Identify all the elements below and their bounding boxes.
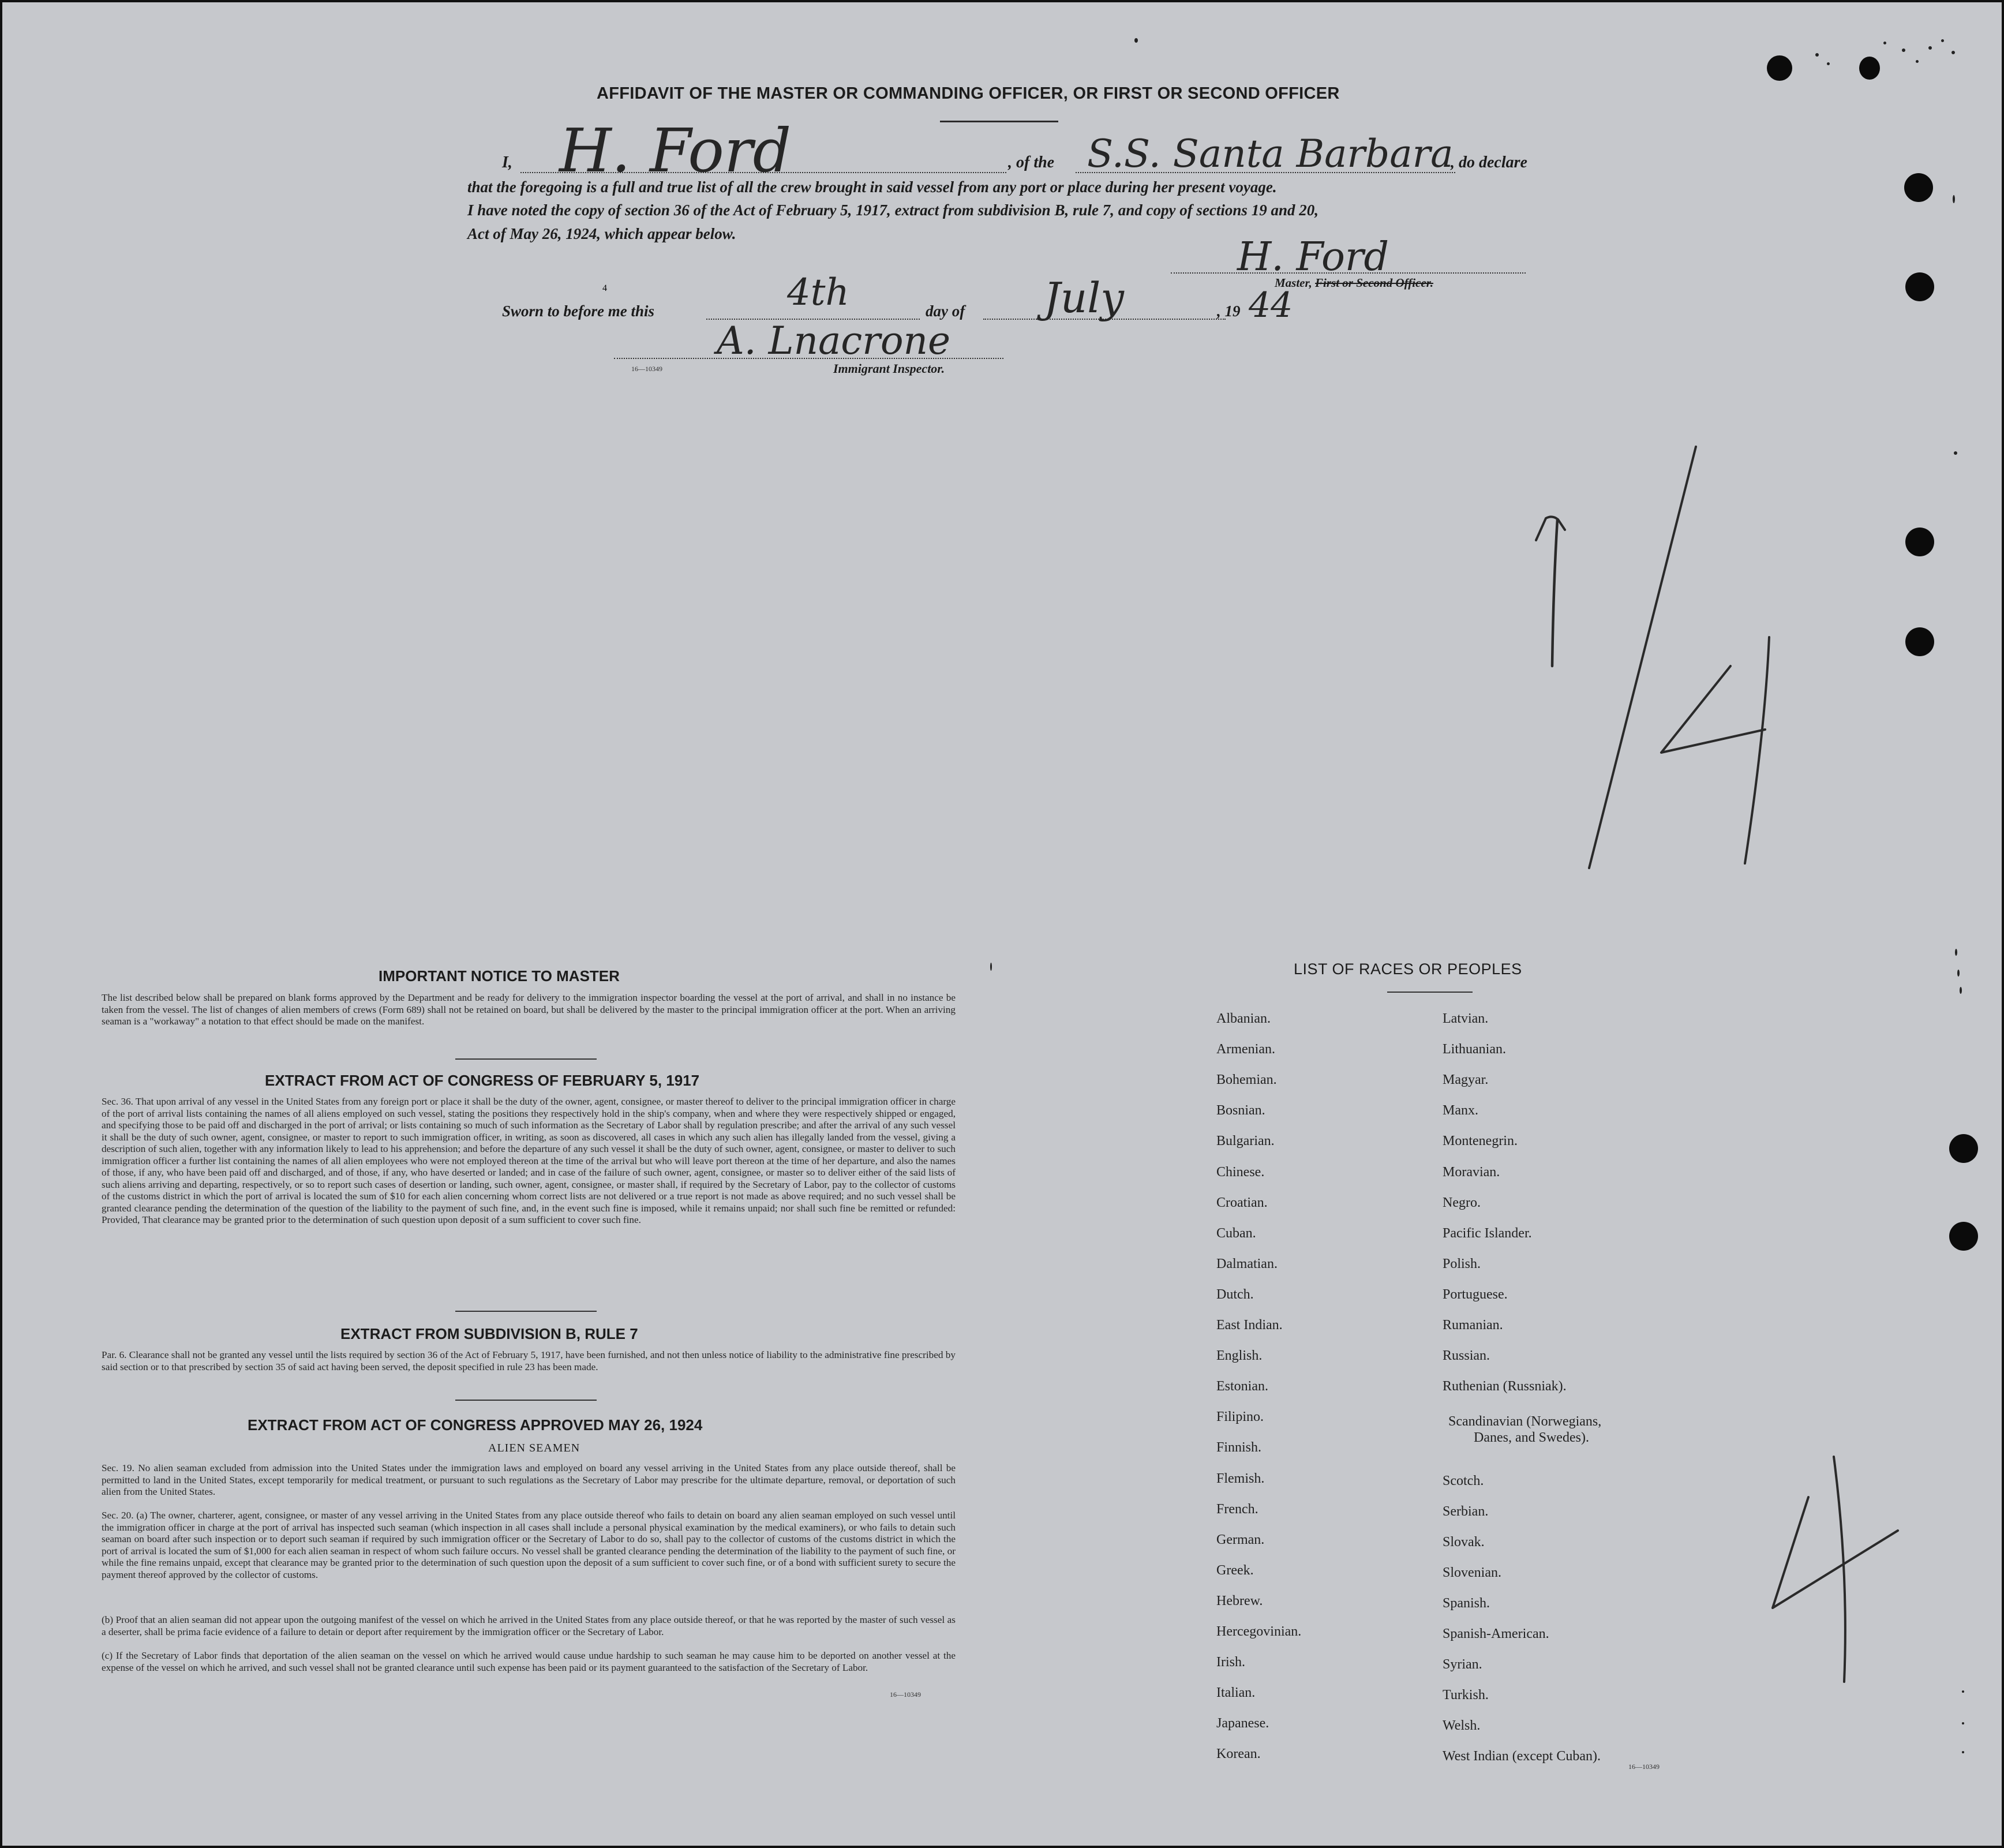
year-prefix-label: , 19 [1217, 302, 1241, 320]
month-field[interactable]: July [1044, 274, 1124, 322]
day-of-label: day of [926, 302, 965, 320]
extract3-subtitle: ALIEN SEAMEN [488, 1442, 580, 1454]
notice-title: IMPORTANT NOTICE TO MASTER [379, 967, 620, 985]
race-right-item: Ruthenian (Russniak). [1443, 1379, 1567, 1394]
speck [1941, 39, 1944, 42]
race-right-item: Portuguese. [1443, 1287, 1508, 1302]
notice-form-number: 16—10349 [890, 1690, 921, 1699]
binder-hole [1904, 173, 1933, 202]
race-right-item: Syrian. [1443, 1657, 1482, 1672]
sworn-label: Sworn to before me this [502, 302, 655, 320]
race-left-item: Finnish. [1216, 1440, 1262, 1455]
declare-label: , do declare [1451, 154, 1527, 171]
extract1-title: EXTRACT FROM ACT OF CONGRESS OF FEBRUARY 5, 1917 [265, 1072, 700, 1089]
notice-divider [455, 1058, 597, 1060]
vessel-name-field[interactable]: S.S. Santa Barbara [1087, 132, 1454, 176]
speck [1883, 42, 1886, 44]
races-divider [1387, 992, 1473, 993]
binder-hole [1767, 55, 1792, 81]
sec20b-text: (b) Proof that an alien seaman did not appear upon the outgoing manifest of the vessel on which he arrived in the United States from any place outside thereof, or that he was reported by the master of such vessel as a deserter, shall be prima facie evidence of a failure to detain or deport after requirement by the immigration officer or the Secretary of Labor. [102, 1614, 956, 1637]
speck [1134, 38, 1138, 43]
races-title: LIST OF RACES OR PEOPLES [1294, 960, 1522, 978]
extract1-divider [455, 1311, 597, 1312]
binder-hole [1859, 57, 1880, 80]
race-right-item: Welsh. [1443, 1718, 1481, 1733]
race-left-item: Cuban. [1216, 1226, 1256, 1241]
race-right-item: Rumanian. [1443, 1318, 1503, 1333]
notice-text: The list described below shall be prepared on blank forms approved by the Department and be ready for delivery to the immigration inspector boarding the vessel at the port of arrival, and shall in no instance be taken from the vessel. The list of changes of alien members of crews (Form 689) shall not be retained on board, but shall be delivered by the master to the principal immigration officer at the port. When an arriving seaman is a "workaway" a notation to that effect should be made on the manifest. [102, 992, 956, 1027]
speck [1815, 53, 1819, 57]
speck [1962, 1751, 1964, 1753]
manifest-page [2, 2, 2002, 1846]
speck [1902, 48, 1905, 52]
race-left-item: Flemish. [1216, 1471, 1265, 1486]
master-officer-caption [1275, 276, 1433, 290]
race-right-item: West Indian (except Cuban). [1443, 1749, 1601, 1764]
extract1-text: Sec. 36. That upon arrival of any vessel in the United States from any foreign port or place it shall be the duty of the owner, agent, consignee, or master thereof to deliver to the principal immigration officer in charge of the port of arrival lists containing the names of all aliens employed on such vessel, stating the positions they respectively hold in the ship's company, when and where they were respectively shipped or engaged, and specifying those to be paid off and discharged in the port of arrival; or lists containing so much of such information as the Secretary of Labor shall by regulation prescribe; and after the arrival of any such vessel it shall be the duty of such owner, agent, consignee, or master to report to such immigration officer, in writing, as soon as discovered, all cases in which any such alien has illegally landed from the vessel, giving a description of such alien, together with any information likely to lead to his apprehension; and before the departure of any such vessel it shall be the duty of such owner, agent, consignee, or master to deliver to such immigration officer a further list containing the names of all alien employees who were not employed thereon at the time of the arrival but who will leave port thereon at the time of her departure, and also the names of those, if any, who have been paid off and discharged, and of those, if any, who have deserted or landed; and in case of the failure of such owner, agent, consignee, or master so to deliver either of the said lists of such aliens arriving and departing, respectively, or so to report such cases of desertion or landing, such owner, agent, consignee, or master shall, if required by the Secretary of Labor, pay to the collector of customs of the customs district in which the port of arrival is located the sum of $10 for each alien concerning whom correct lists are not delivered or a true report is not made as above required; and no such vessel shall be granted clearance pending the determination of the question of the liability to the payment of such fine, and, in the event such fine is imposed, while it remains unpaid; nor shall such fine be remitted or refunded: Provided, That clearance may be granted prior to the determination of such question upon deposit of a sum sufficient to cover such fine. [102, 1096, 956, 1225]
race-right-item: Slovak. [1443, 1535, 1485, 1550]
race-right-item: Polish. [1443, 1256, 1481, 1271]
race-right-item: Spanish. [1443, 1596, 1490, 1611]
race-right-item: Slovenian. [1443, 1565, 1501, 1580]
race-left-item: French. [1216, 1502, 1258, 1517]
race-left-item: Bosnian. [1216, 1103, 1265, 1118]
name-field[interactable]: H. Ford [559, 115, 792, 186]
race-left-item: Armenian. [1216, 1042, 1275, 1057]
extract2-title: EXTRACT FROM SUBDIVISION B, RULE 7 [340, 1325, 638, 1342]
speck [1951, 51, 1955, 54]
race-left-item: Dutch. [1216, 1287, 1254, 1302]
race-left-item: Filipino. [1216, 1409, 1264, 1424]
inspector-signature[interactable]: A. Lnacrone [717, 319, 951, 363]
signature-stroke [940, 121, 1058, 122]
binder-hole [1905, 528, 1934, 556]
affidavit-line-3: I have noted the copy of section 36 of the Act of February 5, 1917, extract from subdivision B, rule 7, and copy of sections 19 and 20, [467, 201, 1318, 219]
race-right-item: Montenegrin. [1443, 1134, 1518, 1149]
extract2-divider [455, 1400, 597, 1401]
race-right-item: Moravian. [1443, 1165, 1500, 1180]
race-left-item: Bohemian. [1216, 1072, 1277, 1087]
binder-hole [1905, 627, 1934, 656]
race-left-item: Italian. [1216, 1685, 1256, 1700]
master-signature[interactable]: H. Ford [1237, 234, 1389, 280]
race-left-item: German. [1216, 1532, 1265, 1547]
race-left-item: Estonian. [1216, 1379, 1268, 1394]
extract2-text: Par. 6. Clearance shall not be granted any vessel until the lists required by section 36 of the Act of February 5, 1917, have been furnished, and not then unless notice of liability to the administrative fine prescribed by said section or to that prescribed by section 35 of said act having been served, the deposit specified in rule 23 has been made. [102, 1349, 956, 1372]
affidavit-line-2: that the foregoing is a full and true list of all the crew brought in said vessel from any port or place during her present voyage. [467, 178, 1277, 196]
small-mark-value: 4 [602, 283, 607, 293]
speck [1827, 62, 1830, 65]
sec20a-text: Sec. 20. (a) The owner, charterer, agent, consignee, or master of any vessel arriving in the United States from any place outside thereof who fails to detain on board any alien seaman employed on such vessel until the immigration officer in charge at the port of arrival has inspected such seaman (which inspection in all cases shall include a personal physical examination by the medical examiners), or who fails to detain such seaman on board after such inspection or to deport such seaman if required by such immigration officer or the Secretary of Labor to do so, shall pay to the collector of customs of the customs district in which the port of arrival is located the sum of $1,000 for each alien seaman in respect of whom such failure occurs. No vessel shall be granted clearance pending the determination of the liability to the payment of such fine, or while the fine remains unpaid, except that clearance may be granted prior to the determination of such question upon the deposit of a sum sufficient to cover such fine, or of a bond with sufficient surety to secure the payment thereof approved by the collector of customs. [102, 1510, 956, 1580]
speck [990, 963, 992, 971]
speck [1954, 451, 1957, 455]
speck [1962, 1690, 1964, 1693]
affidavit-line-4: Act of May 26, 1924, which appear below. [467, 225, 736, 242]
i-label: I, [502, 154, 512, 171]
struck-officer-label: First or Second Officer. [1315, 276, 1433, 290]
race-left-item: Croatian. [1216, 1195, 1268, 1210]
race-right-item: Manx. [1443, 1103, 1478, 1118]
race-left-item: Irish. [1216, 1655, 1245, 1670]
race-left-item: Albanian. [1216, 1011, 1271, 1026]
race-right-item: Scotch. [1443, 1473, 1484, 1488]
race-right-item: Serbian. [1443, 1504, 1489, 1519]
sec19-text: Sec. 19. No alien seaman excluded from admission into the United States under the immigration laws and employed on board any vessel arriving in the United States from any place outside thereof, shall be permitted to land in the United States, except temporarily for medical treatment, or pursuant to such regulations as the Secretary of Labor may prescribe for the ultimate departure, removal, or deportation of such alien from the United States. [102, 1462, 956, 1497]
binder-hole [1949, 1134, 1978, 1163]
race-right-item: Negro. [1443, 1195, 1481, 1210]
day-field[interactable]: 4th [787, 271, 849, 314]
speck [1953, 195, 1955, 203]
year-field[interactable]: 44 [1249, 285, 1293, 326]
race-right-item: Magyar. [1443, 1072, 1489, 1087]
speck [1957, 970, 1960, 977]
race-right-item: Lithuanian. [1443, 1042, 1506, 1057]
affidavit-form-number: 16—10349 [631, 365, 662, 373]
race-left-item: Greek. [1216, 1563, 1254, 1578]
speck [1916, 60, 1919, 63]
master-label: Master, [1275, 276, 1312, 290]
extract3-title: EXTRACT FROM ACT OF CONGRESS APPROVED MAY 26, 1924 [248, 1416, 703, 1434]
race-right-item: Turkish. [1443, 1688, 1489, 1703]
of-the-label: , of the [1008, 154, 1055, 171]
speck [1928, 46, 1932, 50]
race-right-item: Scandinavian (Norwegians, [1448, 1414, 1602, 1429]
races-form-number: 16—10349 [1628, 1763, 1660, 1771]
speck [1955, 949, 1957, 956]
race-right-item: Pacific Islander. [1443, 1226, 1532, 1241]
speck [1962, 1722, 1964, 1724]
race-left-item: Dalmatian. [1216, 1256, 1278, 1271]
race-left-item: East Indian. [1216, 1318, 1283, 1333]
affidavit-title: AFFIDAVIT OF THE MASTER OR COMMANDING OFFICER, OR FIRST OR SECOND OFFICER [597, 84, 1340, 103]
race-right-item: Latvian. [1443, 1011, 1489, 1026]
race-right-item: Danes, and Swedes). [1474, 1430, 1589, 1445]
binder-hole [1949, 1222, 1978, 1251]
inspector-label: Immigrant Inspector. [833, 361, 945, 376]
race-left-item: Bulgarian. [1216, 1134, 1275, 1149]
race-left-item: Japanese. [1216, 1716, 1269, 1731]
race-left-item: Hebrew. [1216, 1593, 1263, 1608]
race-left-item: Korean. [1216, 1746, 1261, 1761]
binder-hole [1905, 272, 1934, 301]
speck [1960, 987, 1962, 994]
race-left-item: English. [1216, 1348, 1263, 1363]
sec20c-text: (c) If the Secretary of Labor finds that deportation of the alien seaman on the vessel on which he arrived would cause undue hardship to such seaman he may cause him to be deported on another vessel at the expense of the vessel on which he arrived, and such vessel shall not be granted clearance until such expense has been paid or its payment guaranteed to the satisfaction of the Secretary of Labor. [102, 1650, 956, 1673]
race-left-item: Hercegovinian. [1216, 1624, 1302, 1639]
race-right-item: Russian. [1443, 1348, 1490, 1363]
race-left-item: Chinese. [1216, 1165, 1265, 1180]
race-right-item: Spanish-American. [1443, 1626, 1549, 1641]
handwritten-big-mark [1503, 429, 1826, 880]
